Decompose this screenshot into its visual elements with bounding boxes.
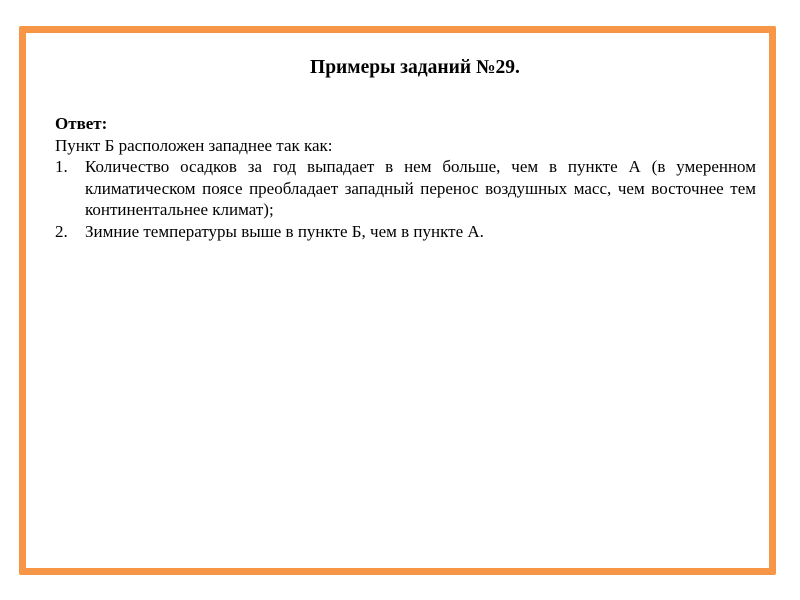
answer-content <box>55 113 756 242</box>
reason-item-2 <box>55 221 756 243</box>
reason-number: 1. <box>55 157 68 176</box>
slide-frame <box>19 26 776 575</box>
reason-text: Зимние температуры выше в пункте Б, чем в пункте А. <box>85 221 484 241</box>
reasons-list <box>55 156 756 242</box>
answer-intro: Пункт Б расположен западнее так как: <box>55 135 333 155</box>
reason-number: 2. <box>55 221 68 241</box>
reason-text: Количество осадков за год выпадает в нем больше, чем в пункте А (в умеренном климатическом поясе преобладает западный перенос воздушных масс, чем восточнее тем континентальнее климат); <box>85 157 756 219</box>
slide-title: Примеры заданий №29. <box>310 57 520 78</box>
answer-label: Ответ: <box>55 114 108 133</box>
reason-item-1 <box>55 156 756 221</box>
